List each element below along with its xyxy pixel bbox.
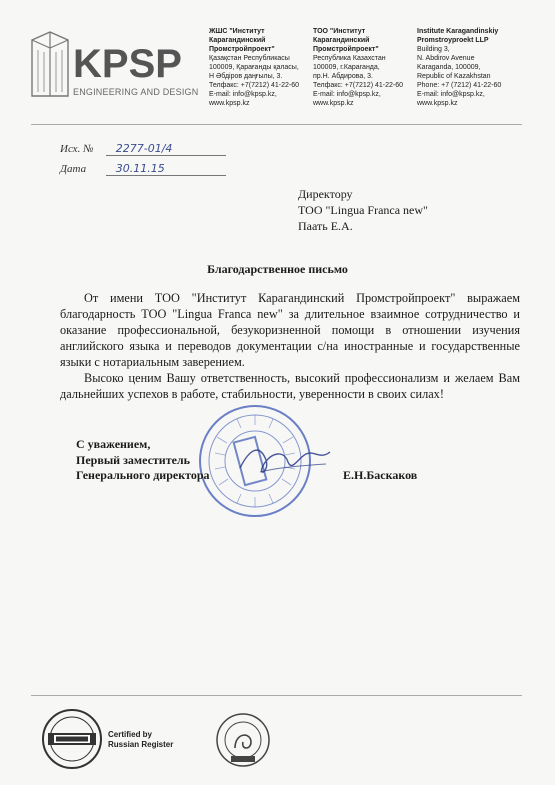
recipient-line: ТОО "Lingua Franca new" (298, 203, 428, 217)
address-en-line: Institute Karagandinskiy (417, 28, 499, 35)
address-kazakh (209, 27, 299, 108)
address-en-line: Promstroyproekt LLP (417, 37, 489, 44)
address-en-detail: Phone: +7 (7212) 41-22-60 (417, 82, 502, 89)
address-kz-detail: www.kpsp.kz (209, 100, 250, 107)
outgoing-number (60, 142, 226, 156)
recipient-line: Паать Е.А. (298, 219, 353, 233)
address-kz-detail: Қазақстан Республикасы (209, 55, 290, 62)
address-ru-detail: пр.Н. Абдирова, 3. (313, 73, 373, 80)
closing-block (76, 437, 210, 484)
closing-line: С уважением, (76, 437, 151, 451)
building-logo-icon (28, 30, 70, 98)
address-en-detail: Building 3, (417, 46, 450, 53)
address-en-detail: www.kpsp.kz (417, 100, 458, 107)
iqnet-certification-icon (42, 705, 102, 773)
address-ru-line: Промстройпроект" (313, 46, 379, 53)
company-logo (28, 30, 198, 100)
outgoing-date-value: 30.11.15 (106, 162, 226, 176)
certification-label (108, 730, 173, 750)
management-system-certification-icon (215, 712, 271, 768)
header-divider (31, 124, 522, 125)
closing-line: Первый заместитель (76, 452, 190, 467)
address-english (417, 27, 501, 108)
address-kz-detail: Н Әбдіров даңғылы, 3. (209, 73, 283, 80)
certification-line: Certified by (108, 730, 153, 739)
outgoing-date (60, 162, 226, 176)
handwritten-signature (236, 438, 336, 486)
outgoing-number-value: 2277-01/4 (106, 142, 226, 156)
address-en-detail: Republic of Kazakhstan (417, 73, 491, 80)
address-ru-detail: 100009, г.Караганда, (313, 64, 380, 71)
letter-title: Благодарственное письмо (207, 262, 348, 276)
certification-line: Russian Register (108, 740, 174, 749)
outgoing-date-label: Дата (60, 163, 87, 175)
address-kz-detail: Телфакс: +7(7212) 41-22-60 (209, 82, 299, 89)
recipient-line: Директору (298, 187, 353, 201)
outgoing-number-label: Исх. № (60, 143, 94, 155)
signer-name: Е.Н.Баскаков (343, 468, 418, 482)
address-en-detail: N. Abdirov Avenue (417, 55, 475, 62)
recipient-block (298, 186, 428, 234)
address-ru-detail: Республика Казахстан (313, 55, 386, 62)
letter-paragraph: Высоко ценим Вашу ответственность, высокий профессионализм и желаем Вам дальнейших успехов в работе, стабильности, уверенности в своих силах! (60, 371, 520, 401)
address-ru-line: Карагандинский (313, 37, 370, 44)
address-kz-detail: E-mail: info@kpsp.kz, (209, 91, 277, 98)
address-ru-detail: Телфакс: +7(7212) 41-22-60 (313, 82, 403, 89)
footer-divider (31, 695, 522, 696)
address-ru-detail: www.kpsp.kz (313, 100, 354, 107)
logo-tagline: ENGINEERING AND DESIGN (73, 87, 199, 97)
address-kz-line: Карагандинский (209, 37, 266, 44)
address-ru-line: ТОО "Институт (313, 28, 366, 35)
address-ru-detail: E-mail: info@kpsp.kz, (313, 91, 381, 98)
address-en-detail: Karaganda, 100009, (417, 64, 481, 71)
address-kz-line: ЖШС "Институт (209, 28, 265, 35)
closing-line: Генерального директора (76, 468, 210, 482)
address-kz-line: Промстройпроект" (209, 46, 275, 53)
address-russian (313, 27, 403, 108)
address-en-detail: E-mail: info@kpsp.kz, (417, 91, 485, 98)
letter-body (60, 290, 520, 402)
logo-wordmark: KPSP (73, 42, 182, 86)
letter-paragraph: От имени ТОО "Институт Карагандинский Промстройпроект" выражаем благодарность ТОО "Lingua Franca new" за длительное взаимное сотрудничество и оказание профессиональной, безукоризненной помощи в отношении изучения английского языка и переводов документации с/на иностранные и государственные языки с нотариальным заверением. (60, 291, 520, 369)
address-kz-detail: 100009, Қарағанды қаласы, (209, 64, 299, 71)
